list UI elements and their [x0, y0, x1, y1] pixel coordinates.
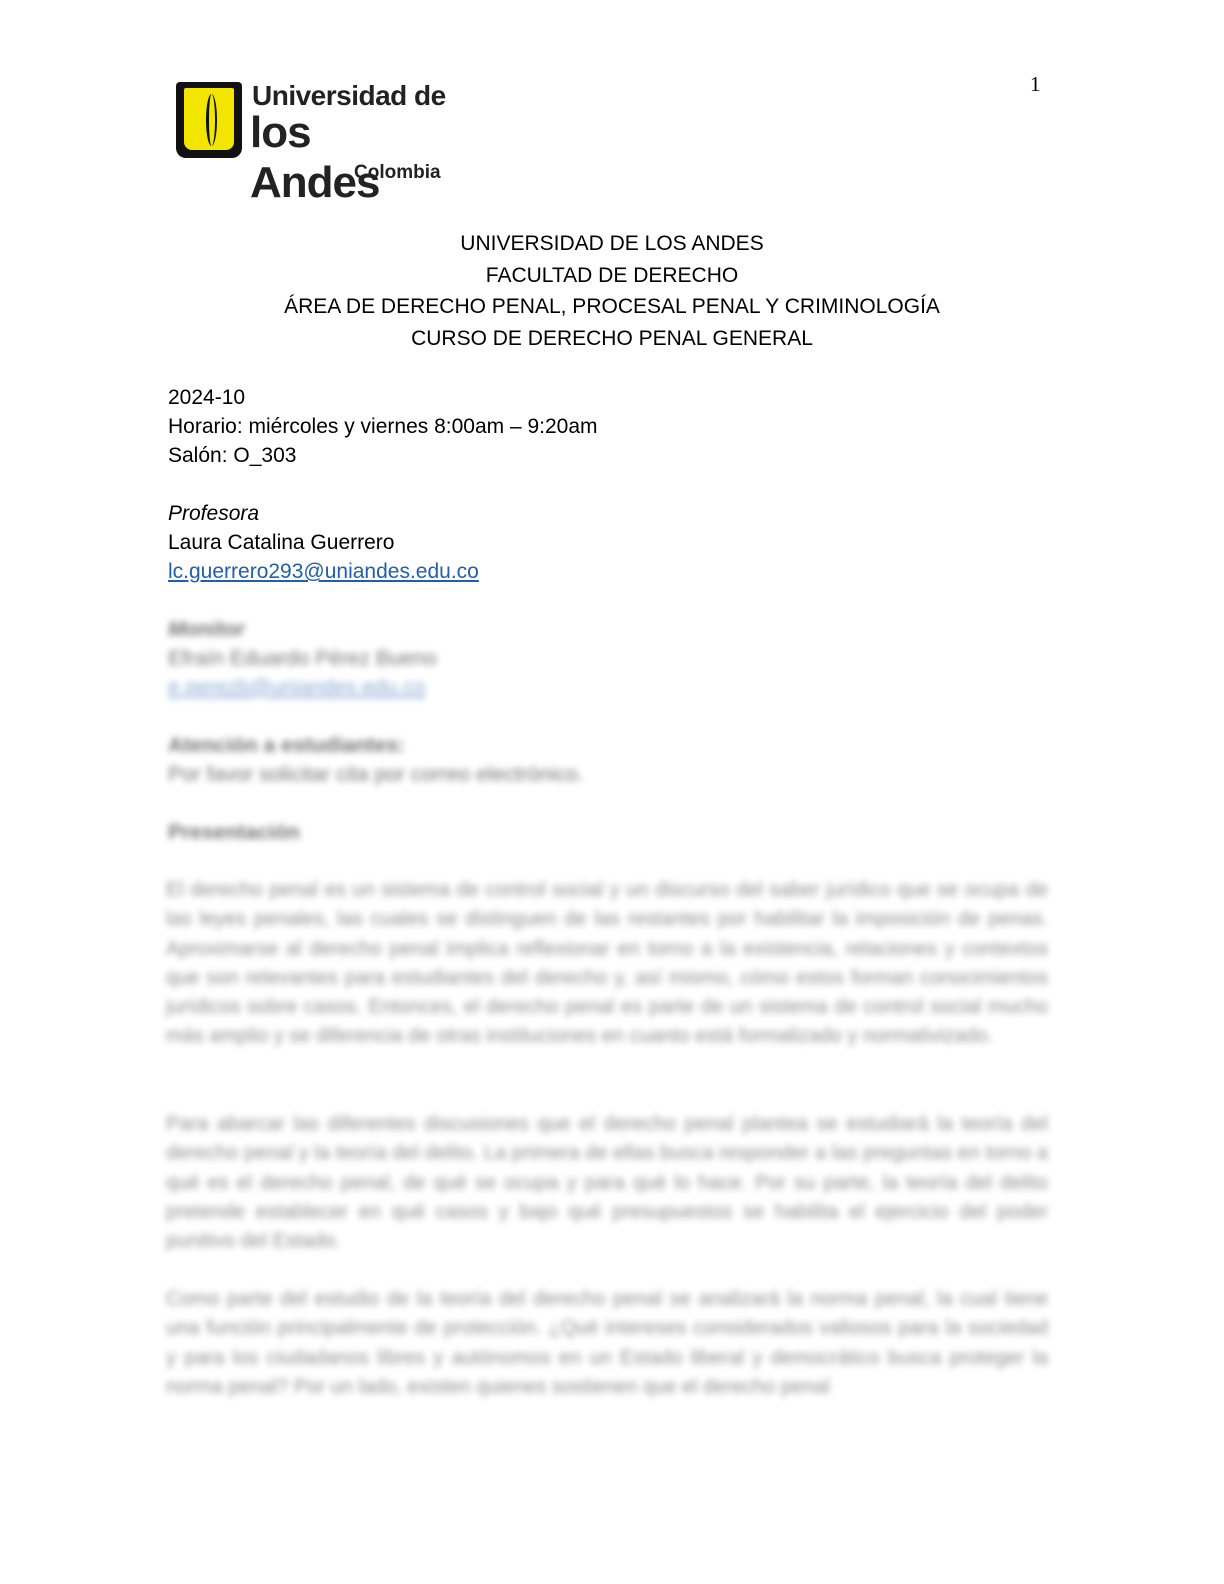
document-header [0, 228, 1224, 354]
monitor-label: Monitor [168, 618, 245, 641]
header-university: UNIVERSIDAD DE LOS ANDES [460, 232, 764, 255]
attention-info [168, 731, 584, 789]
paragraph-1: El derecho penal es un sistema de control social y un discurso del saber jurídico que se ocupa de las leyes penales, las cuales se distinguen de las restantes por habilitar la imposición de penas. Aproximarse al derecho penal implica reflexionar en torno a la existencia, relaciones y contextos que son relevantes para estudiantes del derecho y, así mismo, cómo estos forman conocimientos jurídicos sobre casos. Entonces, el derecho penal es parte de un sistema de control social mucho más amplio y se diferencia de otras instituciones en cuanto está formalizado y normativizado. [166, 879, 1048, 1048]
page-number: 1 [1030, 72, 1041, 96]
period: 2024-10 [168, 386, 246, 409]
professor-email-link[interactable]: lc.guerrero293@uniandes.edu.co [168, 560, 479, 583]
attention-label: Atención a estudiantes: [168, 734, 405, 757]
header-faculty: FACULTAD DE DERECHO [485, 263, 739, 287]
monitor-name: Efraín Eduardo Pérez Bueno [168, 647, 437, 670]
monitor-info [168, 615, 437, 702]
professor-info [168, 499, 479, 586]
attention-text: Por favor solicitar cita por correo electrónico. [168, 763, 584, 786]
university-logo [176, 80, 446, 207]
course-info [168, 383, 598, 470]
professor-name: Laura Catalina Guerrero [168, 531, 395, 554]
logo-line3: Colombia [354, 162, 441, 183]
header-course: CURSO DE DERECHO PENAL GENERAL [411, 326, 813, 350]
header-area: ÁREA DE DERECHO PENAL, PROCESAL PENAL Y CRIMINOLOGÍA [284, 295, 940, 318]
monitor-email-link[interactable]: e.perezb@uniandes.edu.co [168, 676, 426, 699]
shield-icon [176, 82, 242, 158]
professor-label: Profesora [168, 502, 260, 525]
logo-line1: Universidad de [252, 80, 446, 111]
schedule: Horario: miércoles y viernes 8:00am – 9:20am [168, 415, 598, 438]
logo-line2: los Andes [250, 108, 380, 207]
paragraph-3: Como parte del estudio de la teoría del derecho penal se analizará la norma penal, la cual tiene una función principalmente de protección. ¿Qué intereses considerados valiosos para la sociedad y para los ciudadanos libres y autónomos en un Estado liberal y democrático busca proteger la norma penal? Por un lado, existen quienes sostienen que el derecho penal [166, 1288, 1048, 1398]
room: Salón: O_303 [168, 444, 297, 467]
paragraph-2: Para abarcar las diferentes discusiones que el derecho penal plantea se estudiará la teoría del derecho penal y la teoría del delito. La primera de ellas busca responder a las preguntas en torno a qué es el derecho penal, de qué se ocupa y para qué lo hace. Por su parte, la teoría del delito pretende establecer en qué casos y bajo qué presupuestos se habilita el ejercicio del poder punitivo del Estado. [166, 1113, 1048, 1253]
presentation-heading: Presentación [168, 821, 300, 844]
